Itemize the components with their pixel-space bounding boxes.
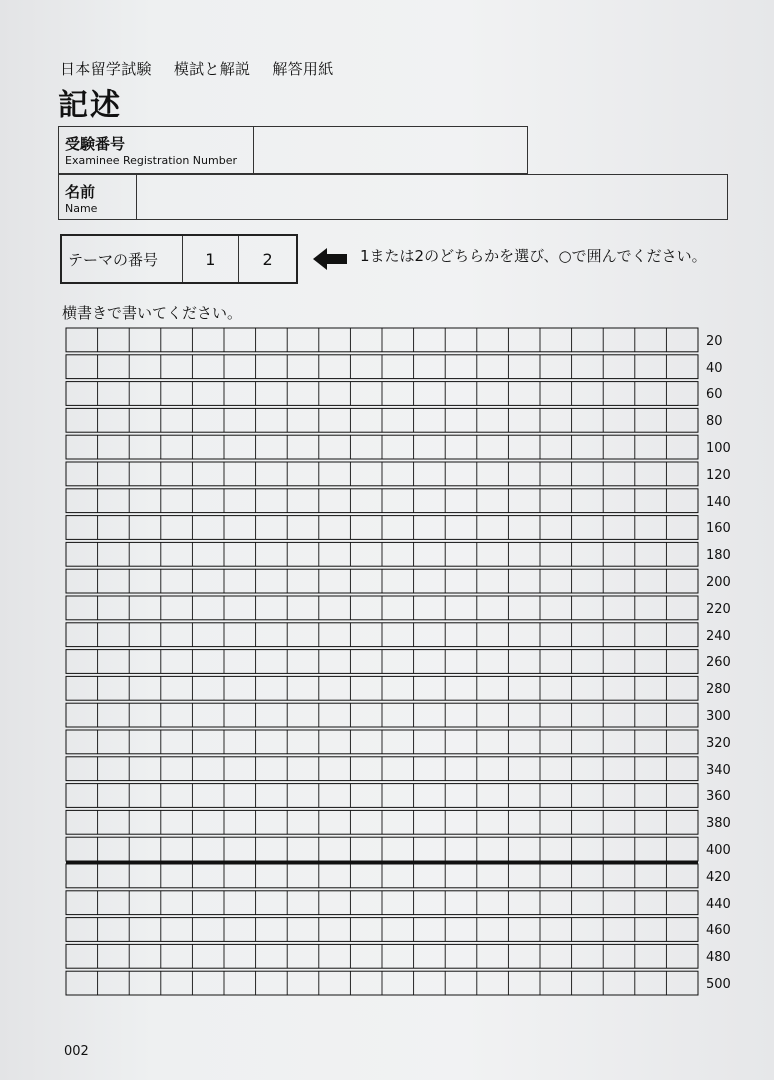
grid-row[interactable] [66,435,698,459]
row-counter: 120 [706,467,731,483]
grid-row[interactable] [66,891,698,915]
grid-row[interactable] [66,784,698,808]
row-counter: 100 [706,441,731,456]
grid-row[interactable] [66,810,698,834]
page-number: 002 [64,1044,89,1059]
row-counter: 280 [706,682,731,698]
row-counter: 180 [706,548,731,564]
row-counter: 380 [706,816,731,832]
theme-number-label: テーマの番号 [62,236,183,282]
row-counter: 80 [706,414,723,430]
row-counter: 360 [706,789,731,805]
row-counter: 240 [706,628,731,644]
theme-instruction: 1または2のどちらかを選び、○で囲んでください。 [360,247,707,265]
row-counter: 340 [706,762,731,778]
writing-instruction: 横書きで書いてください。 [62,304,243,322]
theme-option-1[interactable]: 1 [183,236,240,282]
grid-row[interactable] [66,757,698,781]
row-counter: 480 [706,950,731,966]
row-counter: 160 [706,521,731,537]
exam-name: 日本留学試験 [60,60,152,78]
page-title: 記述 [58,88,122,123]
row-counter: 300 [706,709,731,724]
row-counter: 440 [706,896,731,912]
sheet-label: 解答用紙 [272,60,334,78]
name-label-en: Name [65,202,98,215]
grid-row[interactable] [66,355,698,379]
registration-label-jp: 受験番号 [65,135,126,153]
row-counter: 60 [706,387,723,403]
row-counter: 200 [706,575,731,590]
grid-row[interactable] [66,596,698,620]
grid-row[interactable] [66,676,698,700]
row-counter: 400 [706,843,731,858]
grid-row[interactable] [66,623,698,647]
row-counter: 500 [706,977,731,992]
grid-row[interactable] [66,703,698,727]
grid-row[interactable] [66,408,698,432]
registration-label-en: Examinee Registration Number [65,154,237,167]
row-counter: 460 [706,923,731,939]
row-counter: 420 [706,869,731,885]
row-counter: 40 [706,360,723,376]
row-counter: 260 [706,655,731,671]
mock-label: 模試と解説 [173,60,251,78]
grid-row[interactable] [66,918,698,942]
grid-row[interactable] [66,650,698,674]
name-label-jp: 名前 [65,183,96,201]
theme-option-2[interactable]: 2 [262,249,273,269]
grid-row[interactable] [66,462,698,486]
grid-row[interactable] [66,730,698,754]
row-counter: 220 [706,601,731,617]
grid-row[interactable] [66,837,698,861]
grid-row[interactable] [66,516,698,540]
grid-row[interactable] [66,489,698,513]
grid-row[interactable] [66,328,698,352]
grid-row[interactable] [66,864,698,888]
grid-row[interactable] [66,382,698,406]
grid-row[interactable] [66,944,698,968]
row-counter: 320 [706,735,731,751]
row-counter: 20 [706,333,723,349]
row-counter: 140 [706,494,731,510]
grid-row[interactable] [66,569,698,593]
grid-row[interactable] [66,971,698,995]
grid-row[interactable] [66,542,698,566]
